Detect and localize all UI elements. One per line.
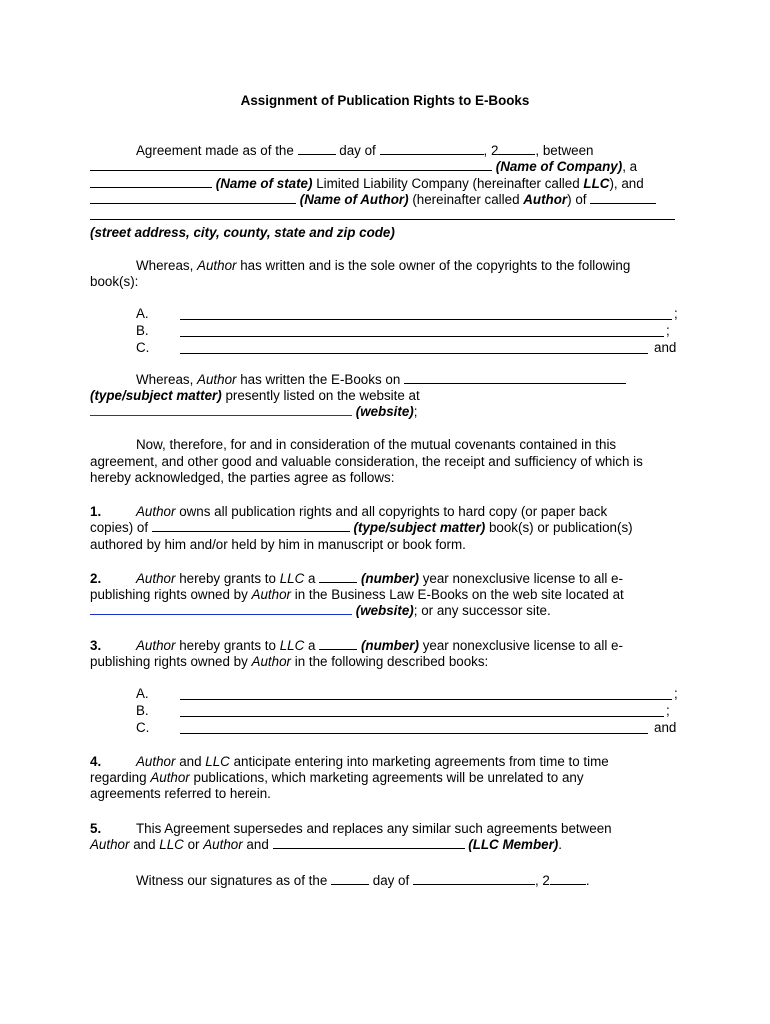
whereas-2-line-3: (website); [90,404,418,420]
para-1-line-3: authored by him and/or held by him in manuscript or book form. [90,537,466,552]
whereas-1-line-2: book(s): [90,274,139,289]
whereas-1-line-1: Whereas, Author has written and is the sole owner of the copyrights to the following [136,258,631,273]
list1-label-c: C. [136,340,150,355]
para-5-line-1: 5. This Agreement supersedes and replaces any similar such agreements between [90,821,612,836]
list1-blank-b[interactable] [180,324,664,337]
ebook-subject-blank[interactable] [404,372,626,384]
para-2-website-blank[interactable] [90,603,352,615]
list1-blank-c[interactable] [180,341,648,354]
list2-suffix-c: and [654,720,677,735]
list1-label-a: A. [136,306,149,321]
para-3-number: 3. [90,638,102,653]
para-1-line-2: copies) of (type/subject matter) book(s) or publication(s) [90,520,633,535]
state-blank[interactable] [90,176,212,188]
list2-label-a: A. [136,686,149,701]
list1-suffix-b: ; [666,323,670,338]
list2-suffix-b: ; [666,703,670,718]
intro-line-4: (Name of Author) (hereinafter called Author) of [90,192,656,208]
page-title: Assignment of Publication Rights to E-Books [240,93,530,108]
street-address-label: (street address, city, county, state and zip code) [90,225,395,240]
address-blank[interactable] [90,208,675,220]
para-2-line-1: 2. Author hereby grants to LLC a (number) year nonexclusive license to all e- [90,571,623,586]
list2-blank-c[interactable] [180,721,648,734]
now-therefore-line-2: agreement, and other good and valuable consideration, the receipt and sufficiency of which is [90,454,643,469]
author-name-blank[interactable] [90,192,296,204]
para-5-number: 5. [90,821,102,836]
list1-suffix-c: and [654,340,677,355]
now-therefore-line-3: hereby acknowledged, the parties agree as follows: [90,470,395,485]
para-2-line-3: (website); or any successor site. [90,603,551,619]
llc-member-blank[interactable] [273,837,465,849]
list2-blank-b[interactable] [180,704,664,717]
month-blank[interactable] [380,143,484,155]
whereas-2-line-1: Whereas, Author has written the E-Books on [90,372,626,388]
list2-label-b: B. [136,703,149,718]
list1-blank-a[interactable] [180,307,672,320]
company-name-blank[interactable] [90,159,492,171]
para-2-number-blank[interactable] [319,571,357,583]
intro-line-5 [90,208,675,224]
whereas-2-line-2: (type/subject matter) presently listed on the website at [90,388,420,403]
intro-line-1: Agreement made as of the day of , 2 , between [136,143,594,158]
list2-suffix-a: ; [674,686,678,701]
para-4-line-3: agreements referred to herein. [90,786,271,801]
para-2-number: 2. [90,571,102,586]
para-4-number: 4. [90,754,102,769]
para-1-number: 1. [90,504,102,519]
para-1-line-1: 1. Author owns all publication rights and all copyrights to hard copy (or paper back [90,504,608,519]
day-blank[interactable] [298,143,336,155]
para-1-subject-blank[interactable] [152,520,350,532]
list2-blank-a[interactable] [180,687,672,700]
para-4-line-1: 4. Author and LLC anticipate entering into marketing agreements from time to time [90,754,609,769]
para-5-line-2: Author and LLC or Author and (LLC Member). [90,837,562,852]
intro-line-2: (Name of Company), a [90,159,637,175]
witness-month-blank[interactable] [413,873,535,885]
witness-line: Witness our signatures as of the day of , 2 . [136,873,590,888]
year-blank[interactable] [498,143,535,155]
list1-suffix-a: ; [674,306,678,321]
list1-label-b: B. [136,323,149,338]
para-3-number-blank[interactable] [319,638,357,650]
para-3-line-2: publishing rights owned by Author in the following described books: [90,654,489,669]
witness-year-blank[interactable] [550,873,586,885]
intro-line-3: (Name of state) Limited Liability Company (hereinafter called LLC), and [90,176,644,192]
witness-day-blank[interactable] [331,873,369,885]
para-3-line-1: 3. Author hereby grants to LLC a (number) year nonexclusive license to all e- [90,638,623,653]
list2-label-c: C. [136,720,150,735]
para-4-line-2: regarding Author publications, which marketing agreements will be unrelated to any [90,770,584,785]
now-therefore-line-1: Now, therefore, for and in consideration of the mutual covenants contained in this [136,437,617,452]
address-blank-start[interactable] [590,192,656,204]
website-blank[interactable] [90,404,352,416]
para-2-line-2: publishing rights owned by Author in the Business Law E-Books on the web site located at [90,587,624,602]
